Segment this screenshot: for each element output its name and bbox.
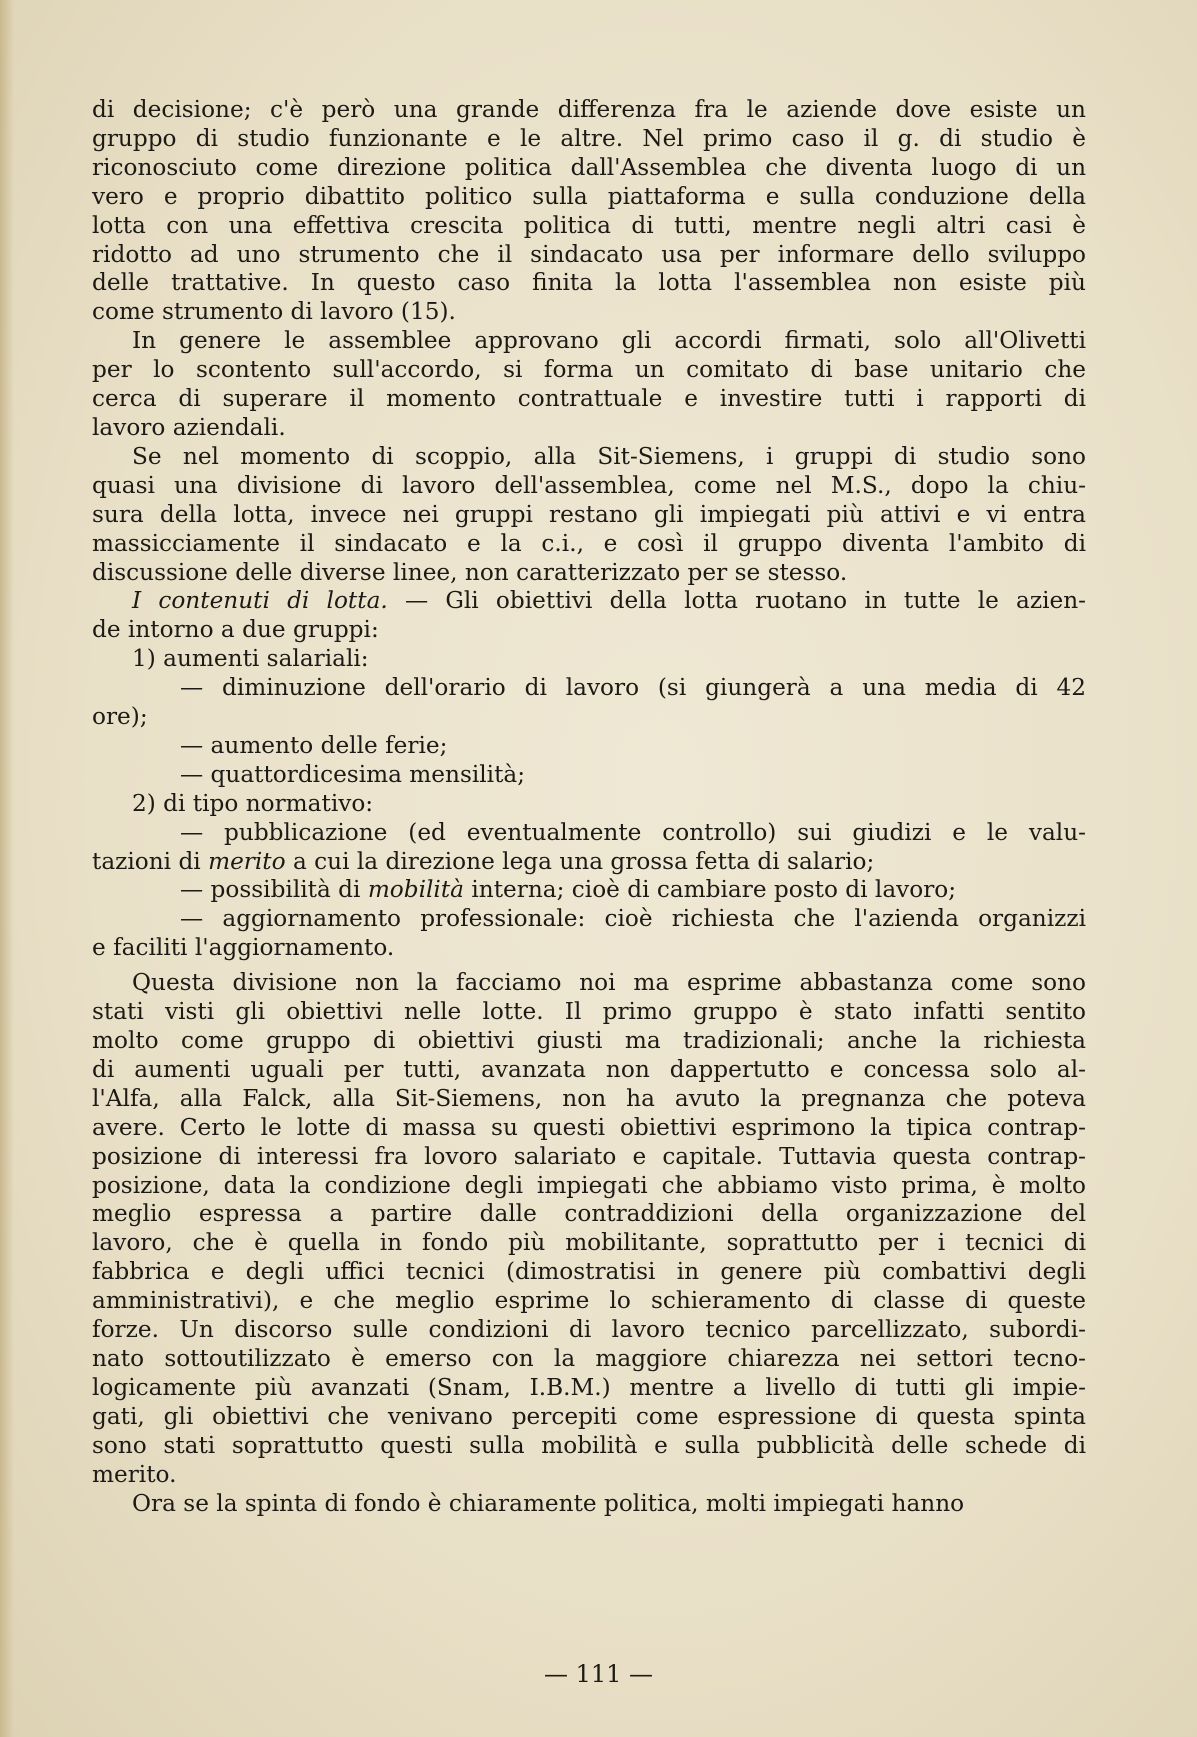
- text-line: molto come gruppo di obiettivi giusti ma tradizionali; anche la richiesta: [92, 1027, 1086, 1054]
- text-line: posizione di interessi fra lovoro salariato e capitale. Tuttavia questa contrap-: [92, 1142, 1086, 1170]
- text-line: lotta con una effettiva crescita politica di tutti, mentre negli altri casi è: [92, 211, 1086, 239]
- text-span: tazioni di: [92, 847, 209, 875]
- page-body: [92, 96, 1086, 1518]
- text-line: Se nel momento di scoppio, alla Sit-Siemens, i gruppi di studio sono: [132, 442, 1086, 470]
- text-span: — possibilità di: [180, 876, 368, 904]
- text-line: de intorno a due gruppi:: [92, 616, 379, 644]
- text-line: cerca di superare il momento contrattuale e investire tutti i rapporti di: [92, 385, 1086, 413]
- list-subitem: — aggiornamento professionale: cioè richiesta che l'azienda organizzi: [180, 905, 1086, 933]
- text-line: logicamente più avanzati (Snam, I.B.M.) mentre a livello di tutti gli impie-: [92, 1373, 1086, 1401]
- section-heading: I contenuti di lotta.: [132, 587, 388, 615]
- emphasis: merito: [208, 847, 286, 875]
- text-span: a cui la direzione lega una grossa fetta di salario;: [285, 847, 875, 875]
- text-line: merito.: [92, 1460, 177, 1488]
- text-line: ridotto ad uno strumento che il sindacato usa per informare dello sviluppo: [92, 240, 1086, 268]
- text-line: gati, gli obiettivi che venivano percepiti come espressione di questa spinta: [92, 1402, 1086, 1430]
- page-edge-shadow: [0, 0, 14, 1737]
- text-line: di aumenti uguali per tutti, avanzata non dappertutto e concessa solo al-: [92, 1055, 1086, 1083]
- text-line: delle trattative. In questo caso finita la lotta l'assemblea non esiste più: [92, 269, 1086, 297]
- text-line: vero e proprio dibattito politico sulla piattaforma e sulla conduzione della: [92, 182, 1086, 210]
- text-line: meglio espressa a partire dalle contraddizioni della organizzazione del: [92, 1200, 1086, 1228]
- text-span: interna; cioè di cambiare posto di lavoro;: [464, 876, 957, 904]
- list-subitem: — aumento delle ferie;: [180, 731, 448, 759]
- text-line: l'Alfa, alla Falck, alla Sit-Siemens, non ha avuto la pregnanza che poteva: [92, 1084, 1086, 1112]
- list-item: 2) di tipo normativo:: [132, 789, 374, 817]
- text-line: e faciliti l'aggiornamento.: [92, 934, 395, 962]
- text-line: gruppo di studio funzionante e le altre. Nel primo caso il g. di studio è: [92, 124, 1086, 152]
- text-line: lavoro aziendali.: [92, 413, 286, 441]
- text-line: forze. Un discorso sulle condizioni di lavoro tecnico parcellizzato, subordi-: [92, 1316, 1086, 1344]
- text-line: amministrativi), e che meglio esprime lo schieramento di classe di queste: [92, 1287, 1086, 1315]
- text-line: quasi una divisione di lavoro dell'assemblea, come nel M.S., dopo la chiu-: [92, 471, 1086, 499]
- text-line: massicciamente il sindacato e la c.i., e così il gruppo diventa l'ambito di: [92, 529, 1086, 557]
- text-line: riconosciuto come direzione politica dall'Assemblea che diventa luogo di un: [92, 153, 1086, 181]
- text-line: [92, 848, 1086, 877]
- list-item: 1) aumenti salariali:: [132, 645, 369, 673]
- text-line: Ora se la spinta di fondo è chiaramente politica, molti impiegati hanno: [132, 1489, 965, 1517]
- text-span: — Gli obiettivi della lotta ruotano in tutte le azien-: [387, 587, 1086, 615]
- text-line: Questa divisione non la facciamo noi ma esprime abbastanza come sono: [132, 969, 1086, 997]
- text-line: fabbrica e degli uffici tecnici (dimostratisi in genere più combattivi degli: [92, 1258, 1086, 1286]
- text-line: sono stati soprattutto questi sulla mobilità e sulla pubblicità delle schede di: [92, 1431, 1086, 1459]
- text-line: avere. Certo le lotte di massa su questi obiettivi esprimono la tipica contrap-: [92, 1113, 1086, 1141]
- list-subitem: — pubblicazione (ed eventualmente controllo) sui giudizi e le valu-: [180, 818, 1086, 846]
- section-heading-line: [92, 587, 1086, 616]
- text-line: sura della lotta, invece nei gruppi restano gli impiegati più attivi e vi entra: [92, 500, 1086, 528]
- text-line: posizione, data la condizione degli impiegati che abbiamo visto prima, è molto: [92, 1171, 1086, 1199]
- text-line: nato sottoutilizzato è emerso con la maggiore chiarezza nei settori tecno-: [92, 1344, 1086, 1372]
- text-line: lavoro, che è quella in fondo più mobilitante, soprattutto per i tecnici di: [92, 1229, 1086, 1257]
- list-subitem: — quattordicesima mensilità;: [180, 760, 526, 788]
- text-line: di decisione; c'è però una grande differenza fra le aziende dove esiste un: [92, 96, 1086, 123]
- list-subitem: [92, 876, 1086, 905]
- text-line: per lo scontento sull'accordo, si forma un comitato di base unitario che: [92, 356, 1086, 384]
- text-line: stati visti gli obiettivi nelle lotte. Il primo gruppo è stato infatti sentito: [92, 998, 1086, 1026]
- text-line: In genere le assemblee approvano gli accordi firmati, solo all'Olivetti: [132, 327, 1086, 355]
- text-line: discussione delle diverse linee, non caratterizzato per se stesso.: [92, 558, 848, 586]
- text-line: ore);: [92, 703, 148, 731]
- emphasis: mobilità: [367, 876, 464, 904]
- text-line: come strumento di lavoro (15).: [92, 298, 456, 326]
- page-number: — 111 —: [543, 1660, 654, 1688]
- list-subitem: — diminuzione dell'orario di lavoro (si giungerà a una media di 42: [180, 674, 1086, 702]
